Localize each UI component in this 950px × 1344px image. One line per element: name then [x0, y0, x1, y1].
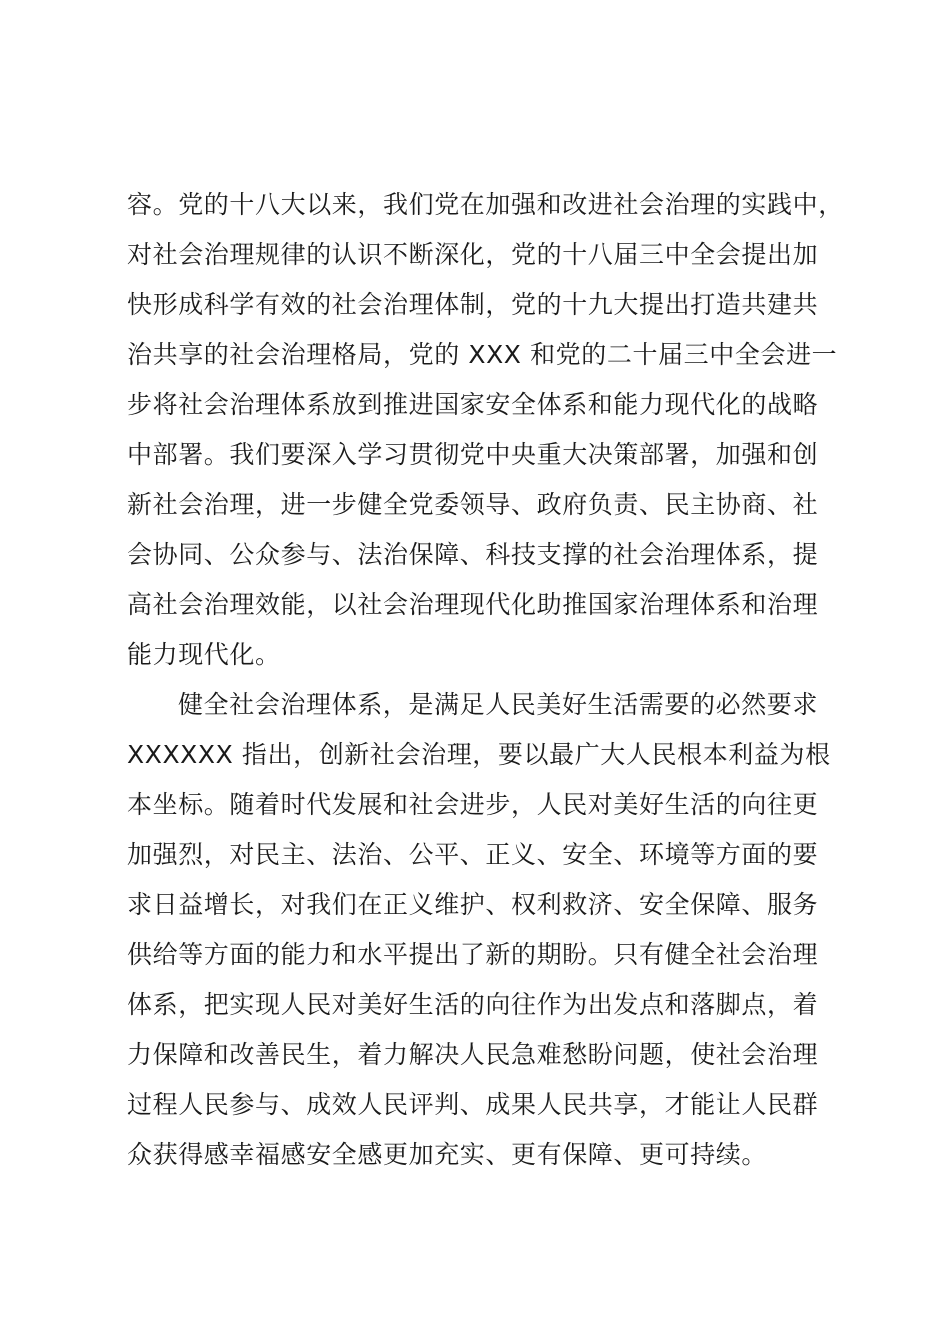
text-line: 新社会治理，进一步健全党委领导、政府负责、民主协商、社: [127, 490, 819, 519]
text-line: 容。党的十八大以来，我们党在加强和改进社会治理的实践中，: [127, 190, 844, 219]
text-line: 中部署。我们要深入学习贯彻党中央重大决策部署，加强和创: [127, 440, 819, 469]
text-line: 求日益增长，对我们在正义维护、权利救济、安全保障、服务: [127, 890, 819, 919]
text-line: 力保障和改善民生，着力解决人民急难愁盼问题，使社会治理: [127, 1040, 819, 1069]
text-line: 高社会治理效能，以社会治理现代化助推国家治理体系和治理: [127, 590, 819, 619]
text-line: 供给等方面的能力和水平提出了新的期盼。只有健全社会治理: [127, 940, 819, 969]
text-line: 加强烈，对民主、法治、公平、正义、安全、环境等方面的要: [127, 840, 819, 869]
body-text: [127, 180, 847, 1180]
text-line: 快形成科学有效的社会治理体制，党的十九大提出打造共建共: [127, 290, 819, 319]
text-line: XXXXXX 指出，创新社会治理，要以最广大人民根本利益为根: [127, 740, 831, 769]
text-line: 对社会治理规律的认识不断深化，党的十八届三中全会提出加: [127, 240, 819, 269]
text-line: 本坐标。随着时代发展和社会进步，人民对美好生活的向往更: [127, 790, 819, 819]
text-line: 过程人民参与、成效人民评判、成果人民共享，才能让人民群: [127, 1090, 819, 1119]
text-line: 体系，把实现人民对美好生活的向往作为出发点和落脚点，着: [127, 990, 819, 1019]
text-line-indented: 健全社会治理体系，是满足人民美好生活需要的必然要求: [178, 690, 819, 719]
text-line: 会协同、公众参与、法治保障、科技支撑的社会治理体系，提: [127, 540, 819, 569]
text-line: 众获得感幸福感安全感更加充实、更有保障、更可持续。: [127, 1140, 768, 1169]
text-line: 能力现代化。: [127, 640, 281, 669]
paragraph-continuation: [127, 180, 847, 680]
text-line: 步将社会治理体系放到推进国家安全体系和能力现代化的战略: [127, 390, 819, 419]
text-line: 治共享的社会治理格局，党的 XXX 和党的二十届三中全会进一: [127, 340, 838, 369]
paragraph: [127, 680, 847, 1180]
